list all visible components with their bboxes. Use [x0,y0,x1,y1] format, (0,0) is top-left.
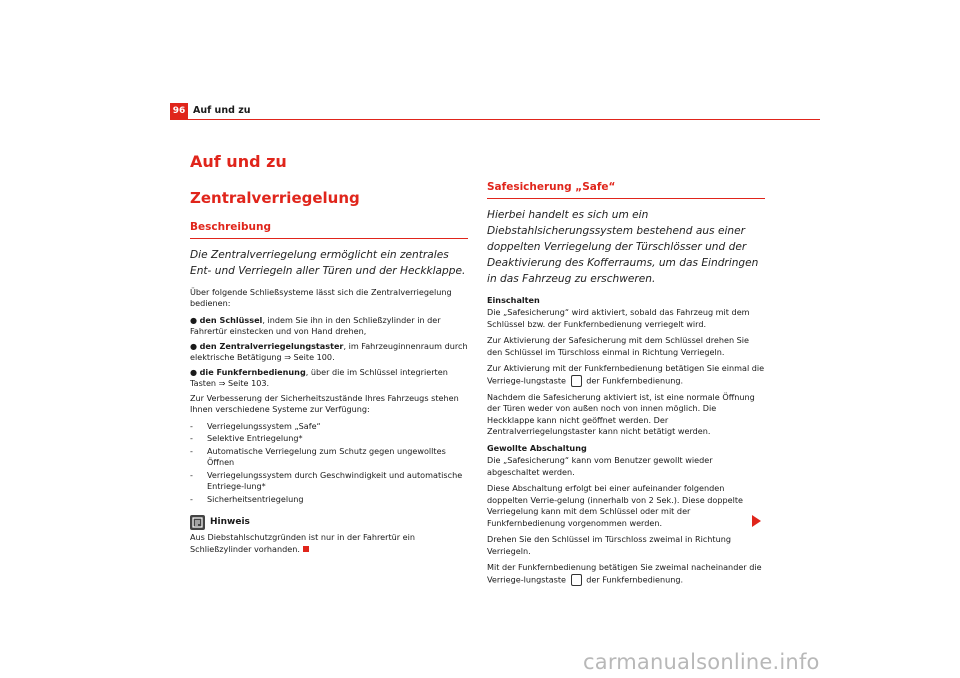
paragraph: Nachdem die Safesicherung aktiviert ist, ist eine normale Öffnung der Türen weder von außen noch von innen möglich. Die Heckklappe kann nicht geöffnet werden. Der Zentralverriegelungstaster kann nicht betätigt werden. [487,391,755,436]
bullet-item [190,367,468,390]
header-rule [170,119,820,120]
bullet-text: , im Fahrzeuginnenraum durch elektrische Betätigung ⇒ Seite 100. [190,340,468,362]
section-heading-beschreibung: Beschreibung [190,222,468,239]
page-title: Auf und zu [190,152,287,171]
list-item: - Verriegelungssystem durch Geschwindigkeit und automatische Entriege-lung* [190,469,463,491]
paragraph: Die „Safesicherung“ kann vom Benutzer gewollt wieder abgeschaltet werden. [487,455,713,477]
lock-key-icon [571,574,582,586]
end-of-section-icon [303,546,309,552]
paragraph: Zur Aktivierung mit der Funkfernbedienung betätigen Sie einmal die Verriege-lungstaste der Funkfernbedienung. [487,363,765,385]
paragraph: Diese Abschaltung erfolgt bei einer aufeinander folgenden doppelten Verrie-gelung (innerhalb von 2 Sek.). Diese doppelte Verriegelung kann mit dem Schlüssel oder mit der Funkfernbedienung vorgenommen werden. [487,483,744,528]
subheading-abschaltung: Gewollte Abschaltung [487,442,587,453]
bullet-bold: den Schlüssel [199,314,263,325]
note-text: Aus Diebstahlschutzgründen ist nur in der Fahrertür ein Schließzylinder vorhanden. [190,532,416,554]
lead-text-beschreibung: Die Zentralverriegelung ermöglicht ein zentrales Ent- und Verriegeln aller Türen und der Heckklappe. [190,248,466,277]
list-item: - Sicherheitsentriegelung [190,493,304,504]
bullet-item [190,315,468,338]
list-item: - Verriegelungssystem „Safe“ [190,420,321,431]
note-heading: Hinweis [190,515,468,530]
info-note-icon [190,515,205,530]
subheading-einschalten: Einschalten [487,294,540,305]
bullet-text: , indem Sie ihn in den Schließzylinder in der Fahrertür einstecken und von Hand drehen, [190,314,441,336]
lock-key-icon [571,375,582,387]
paragraph: Die „Safesicherung“ wird aktiviert, sobald das Fahrzeug mit dem Schlüssel bzw. der Funkfernbedienung verriegelt wird. [487,307,750,329]
chapter-title: Zentralverriegelung [190,189,360,207]
list-item: - Selektive Entriegelung* [190,433,303,443]
watermark: carmanualsonline.info [583,650,820,674]
running-title: Auf und zu [193,105,251,116]
bullet-icon: ● [190,366,198,377]
right-column [487,182,765,591]
bullet-icon: ● [190,340,198,351]
bullet-text: , über die im Schlüssel integrierten Tasten ⇒ Seite 103. [190,366,448,388]
bullet-icon: ● [190,314,198,325]
section-heading-safe: Safesicherung „Safe“ [487,182,765,199]
bullet-bold: die Funkfernbedienung [199,366,306,377]
intro-paragraph: Über folgende Schließsysteme lässt sich die Zentralverriegelung bedienen: [190,286,452,308]
continue-arrow-icon [752,515,761,527]
paragraph: Zur Aktivierung der Safesicherung mit dem Schlüssel drehen Sie den Schlüssel im Türschloss einmal in Richtung Verriegeln. [487,335,750,357]
bullet-bold: den Zentralverriegelungstaster [199,340,344,351]
paragraph: Drehen Sie den Schlüssel im Türschloss zweimal in Richtung Verriegeln. [487,534,731,556]
paragraph: Mit der Funkfernbedienung betätigen Sie zweimal nacheinander die Verriege-lungstaste der Funkfernbedienung. [487,562,762,584]
lead-text-safe: Hierbei handelt es sich um ein Diebstahlsicherungssystem bestehend aus einer doppelten Verriegelung der Türschlösser und der Deaktivierung des Kofferraums, um das Eindringen in das Fahrzeug zu erschweren. [487,208,759,285]
page-number: 96 [170,103,188,119]
systems-paragraph: Zur Verbesserung der Sicherheitszustände Ihres Fahrzeugs stehen Ihnen verschiedene Systeme zur Verfügung: [190,392,459,414]
left-column [190,222,468,560]
list-item: - Automatische Verriegelung zum Schutz gegen ungewolltes Öffnen [190,445,446,467]
bullet-item [190,341,468,364]
